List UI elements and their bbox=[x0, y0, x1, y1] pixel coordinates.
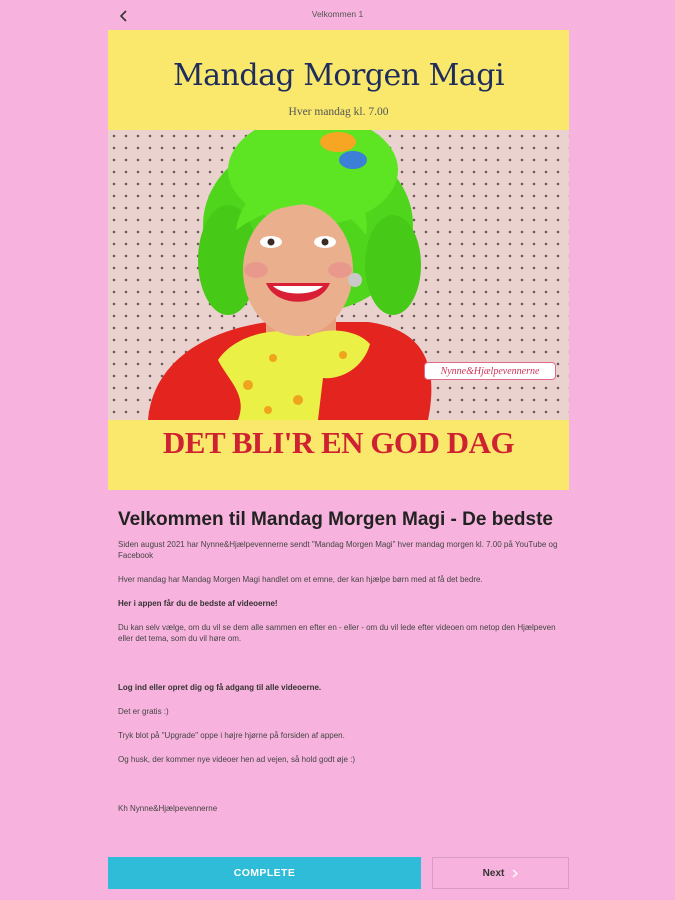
hero-banner bbox=[108, 30, 569, 490]
next-button[interactable] bbox=[432, 857, 569, 889]
banner-slogan: DET BLI'R EN GOD DAG bbox=[162, 425, 515, 460]
lesson-content bbox=[118, 508, 560, 814]
paragraph-new-videos: Og husk, der kommer nye videoer hen ad vejen, så hold godt øje :) bbox=[118, 755, 356, 764]
paragraph-upgrade: Tryk blot på "Upgrade" oppe i højre hjørne på forsiden af appen. bbox=[118, 731, 345, 740]
page-title: Velkommen 1 bbox=[311, 9, 364, 19]
top-bar bbox=[0, 0, 675, 30]
lesson-heading: Velkommen til Mandag Morgen Magi - De bedste bbox=[118, 509, 553, 530]
paragraph-choice: Du kan selv vælge, om du vil se dem alle sammen en efter en - eller - om du vil lede efter videoen om netop den Hjælpeven eller det tema, som du vil høre om. bbox=[118, 623, 556, 643]
photo-caption-tag: Nynne&Hjælpevennerne bbox=[424, 362, 556, 380]
paragraph-signoff: Kh Nynne&Hjælpevennerne bbox=[118, 804, 218, 813]
paragraph-intro: Siden august 2021 har Nynne&Hjælpevennerne sendt "Mandag Morgen Magi" hver mandag morgen kl. 7.00 på YouTube og Facebook bbox=[118, 540, 558, 560]
paragraph-login: Log ind eller opret dig og få adgang til alle videoerne. bbox=[118, 683, 322, 692]
chevron-right-icon bbox=[512, 869, 518, 878]
banner-title: Mandag Morgen Magi bbox=[172, 58, 505, 93]
hero-photo bbox=[108, 130, 569, 420]
banner-subtitle: Hver mandag kl. 7.00 bbox=[288, 106, 389, 118]
complete-button[interactable]: COMPLETE bbox=[108, 857, 421, 889]
paragraph-free: Det er gratis :) bbox=[118, 707, 169, 716]
next-button-label: Next bbox=[482, 867, 505, 879]
paragraph-highlight: Her i appen får du de bedste af videoerne! bbox=[118, 599, 278, 608]
paragraph-topic: Hver mandag har Mandag Morgen Magi handlet om et emne, der kan hjælpe børn med at få det bedre. bbox=[118, 575, 483, 584]
